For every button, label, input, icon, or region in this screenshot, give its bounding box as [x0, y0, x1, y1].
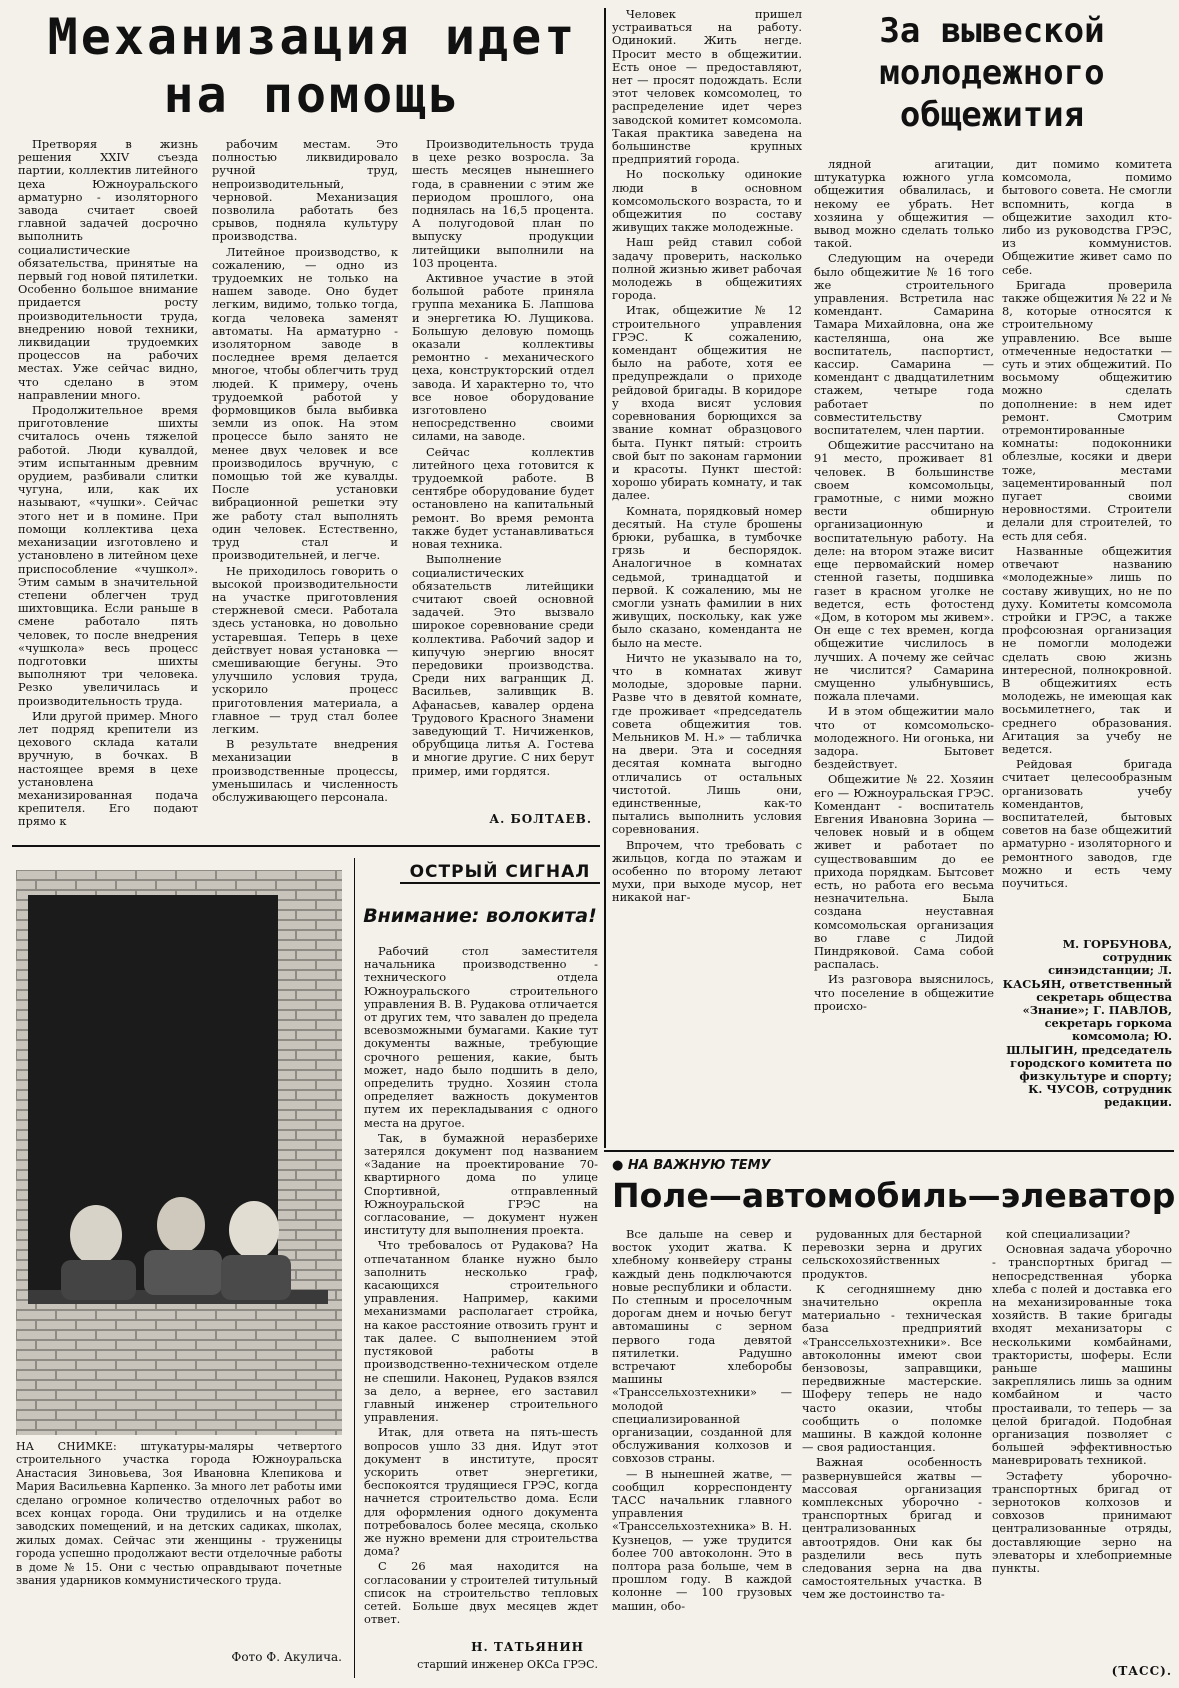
- article3-column-c: [1002, 158, 1172, 933]
- article3-paragraph: Рейдовая бригада считает целесообразным организовать учебу комендантов, воспитателей, бытовых советов на базе общежитий арматурно - изоляторного и ремонтного заводов, где можно и есть чему поучиться.: [1002, 757, 1172, 890]
- article1-signature: А. БОЛТАЕВ.: [489, 812, 592, 826]
- article3-paragraph: И в этом общежитии мало что от комсомольско-молодежного. Ни огонька, ни задора. Бытовет бездействует.: [814, 704, 994, 772]
- article3-paragraph: дит помимо комитета комсомола, помимо бытового совета. Не смогли вспомнить, когда в общежитие заходил кто-либо из руководства ГРЭС, из коммунистов. Общежитие живет само по себе.: [1002, 158, 1172, 277]
- article2-signature-role: старший инженер ОКСа ГРЭС.: [417, 1658, 598, 1671]
- photo-credit: Фото Ф. Акулича.: [231, 1650, 342, 1664]
- article1-paragraph: Не приходилось говорить о высокой производительности на участке приготовления стержневой смеси. Работала здесь установка, но довольно устаревшая. Теперь в цехе действует новая установка — смешивающие бегуны. Это улучшило условия труда, ускорило процесс приготовления материала, а главное — труд стал более легким.: [212, 563, 398, 736]
- photo-caption: [16, 1440, 342, 1645]
- article1-paragraph: Активное участие в этой большой работе приняла группа механика Б. Лапшова и энергетика Ю. Лущикова. Большую деловую помощь оказали коллективы ремонтно - механического цеха, конструкторский отдел завода. И характерно то, что все новое оборудование изготовлено непосредственно своими силами, на заводе.: [412, 271, 594, 444]
- article4-column-c: [992, 1228, 1172, 1663]
- article4-title: Поле—автомобиль—элеватор: [612, 1176, 1176, 1215]
- article3-paragraph: Следующим на очереди было общежитие № 16 того же строительного управления. Встретила нас комендант. Самарина Тамара Михайловна, она же кастелянша, она же воспитатель, паспортист, кассир. Самарина — комендант с двадцатилетним стажем, четыре года работает по совместительству воспитателем, член партии.: [814, 251, 994, 438]
- article3-title: За вывеской молодежного общежития: [879, 11, 1105, 135]
- article1-paragraph: Сейчас коллектив литейного цеха готовится к трудоемкой работе. В сентябре оборудование будет остановлено на капитальный ремонт. Во время ремонта также будет устанавливаться новая техника.: [412, 444, 594, 552]
- article1-column-3: [412, 138, 594, 798]
- article2-paragraph: Итак, для ответа на пять-шесть вопросов ушло 33 дня. Идут этот документ в институте, просят ускорить ответ энергетики, беспокоятся трудящиеся ГРЭС, когда начнется строительство дома. Если для оформления одного документа потребовалось более месяца, сколько же нужно времени для строительства дома?: [364, 1425, 598, 1559]
- article1-paragraph: Литейное производство, к сожалению, — одно из трудоемких не только на нашем заводе. Оно будет легким, видимо, только тогда, когда человека заменят автоматы. На арматурно - изоляторном заводе в последнее время делается многое, чтобы облегчить труд людей. К примеру, очень трудоемкой работой у формовщиков была выбивка земли из опок. На этом процессе было занято не менее двух человек и все производилось вручную, с помощью той же кувалды. После установки вибрационной решетки эту же работу стал выполнять один человек. Естественно, труд стал и производительней, и легче.: [212, 244, 398, 563]
- article1-paragraph: Или другой пример. Много лет подряд крепители из цехового склада катали вручную, в бочках. В настоящее время в цехе установлена механизированная подача крепителя. Его подают прямо к: [18, 708, 198, 829]
- article3-paragraph: Названные общежития отвечают названию «молодежные» лишь по составу живущих, но не по духу. Комитеты комсомола стройки и ГРЭС, а также профсоюзная организация не помогли молодежи сделать свою жизнь интересной, полнокровной. В общежитиях есть молодежь, не имеющая как восьмилетнего, так и среднего образования. Агитация за учебу не ведется.: [1002, 543, 1172, 756]
- article4-paragraph: кой специализации?: [1006, 1228, 1131, 1241]
- brick-building-illustration: [16, 870, 342, 1435]
- divider: [604, 8, 606, 1148]
- article1-title: Механизация идет на помощь: [47, 8, 578, 124]
- article4-column-b: [802, 1228, 982, 1683]
- article3-paragraph: Общежитие № 22. Хозяин его — Южноуральская ГРЭС. Комендант - воспитатель Евгения Ивановна Зорина — человек новый и в общем живет и работает по существовавшим до ее прихода порядкам. Бытсовет есть, но работа его весьма незначительна. Была создана неуставная комсомольская организация во главе с Лидой Пиндряковой. Сама собой распалась.: [814, 772, 994, 972]
- article2-paragraph: Рабочий стол заместителя начальника производственно - технического отдела Южноуральского строительного управления В. В. Рудакова отличается от других тем, что завален до предела всевозможными бумагами. Какие тут документы важные, требующие срочного решения, какие, быть может, надо было подшить в дело, определить трудно. Хозяин стола определяет важность документов путем их перекладывания с одного места на другое.: [364, 945, 598, 1130]
- article4-paragraph: Основная задача уборочно - транспортных бригад — непосредственная уборка хлеба с полей и доставка его на механизированные тока хозяйств. В такие бригады входят механизаторы с несколькими комбайнами, трактористы, шоферы. Если раньше машины закреплялись лишь за одним комбайном и часто простаивали, то теперь — за целой бригадой. Подобная организация позволяет с большей эффективностью маневрировать техникой.: [992, 1242, 1172, 1468]
- article2-paragraph: Так, в бумажной неразберихе затерялся документ под названием «Задание на проектирование 70-квартирного дома по улице Спортивной, отправленный Южноуральской ГРЭС на согласование, — документ нужен институту для выполнения проекта.: [364, 1130, 598, 1238]
- divider: [12, 845, 600, 847]
- article1-paragraph: Продолжительное время приготовление шихты считалось очень тяжелой работой. Люди кувалдой, этим испытанным древним орудием, разбивали слитки чугуна, или, как их называют, «чушки». Сейчас этого нет и в помине. При помощи коллектива цеха механизации изготовлено и установлено в литейном цехе приспособление «чушкол». Этим самым в значительной степени облегчен труд шихтовщика. Если раньше в смене работало пять человек, то после внедрения «чушкола» весь процесс подготовки шихты выполняют три человека. Резко увеличилась и производительность труда.: [18, 403, 198, 708]
- article2-paragraph: Что требовалось от Рудакова? На отпечатанном бланке нужно было заполнить несколько граф, касающихся строительного управления. Например, какими механизмами располагает стройка, на какое расстояние отвозить грунт и так далее. С выполнением этой пустяковой работы в производственно-техническом отделе не спешили. Наконец, Рудаков взялся за дело, а вернее, его заставил главный инженер строительного управления.: [364, 1238, 598, 1425]
- article3-paragraph: Человек пришел устраиваться на работу. Одинокий. Жить негде. Просит место в общежитии. Есть оное — предоставляют, нет — просят подождать. Если этот человек комсомолец, то распределение идет через заводской комитет комсомола. Такая практика заведена на большинстве крупных предприятий города.: [612, 8, 802, 167]
- article1-paragraph: Претворяя в жизнь решения XXIV съезда партии, коллектив литейного цеха Южноуральского арматурно - изоляторного завода считает своей главной задачей досрочно выполнить социалистические обязательства, принятые на первый год новой пятилетки. Особенно большое внимание придается росту производительности труда, внедрению новой техники, ликвидации трудоемких процессов на рабочих местах. Уже сейчас видно, что сделано в этом направлении много.: [18, 138, 198, 402]
- article4-paragraph: рудованных для бестарной перевозки зерна и других сельскохозяйственных продуктов.: [802, 1228, 982, 1281]
- article3-paragraph: Бригада проверила также общежития № 22 и № 8, которые относятся к строительному управлению. Все выше отмеченные недостатки — суть и этих общежитий. По восьмому общежитию можно сделать дополнение: в нем идет ремонт. Смотрим отремонтированные комнаты: подоконники облезлые, косяки и двери тоже, местами зацементированный пол пугает своими неровностями. Строители делали для строителей, то есть для себя.: [1002, 277, 1172, 543]
- workers-photo: [16, 870, 342, 1435]
- article1-column-2: [212, 138, 398, 833]
- article1-paragraph: В результате внедрения механизации в производственные процессы, уменьшилась и численность обслуживающего персонала.: [212, 737, 398, 804]
- article2-body: [364, 945, 598, 1635]
- article1-paragraph: Производительность труда в цехе резко возросла. За шесть месяцев нынешнего года, в сравнении с этим же периодом прошлого, она поднялась на 16,5 процента. А полугодовой план по выпуску продукции литейщики выполнили на 103 процента.: [412, 138, 594, 270]
- article4-paragraph: Все дальше на север и восток уходит жатва. К хлебному конвейеру страны каждый день подключаются новые республики и области. По степным и проселочным дорогам днем и ночью бегут автомашины с зерном первого года девятой пятилетки. Радушно встречают хлеборобы машины «Транссельхозтехники» — молодой специализированной организации, созданной для обслуживания колхозов и совхозов страны.: [612, 1228, 792, 1466]
- article3-paragraph: Итак, общежитие № 12 строительного управления ГРЭС. К сожалению, комендант общежития не было на работе, хотя ее предупреждали о приходе рейдовой бригады. В коридоре у входа висят условия соревнования борющихся за звание комнат образцового быта. Пункт пятый: строить свой быт по законам гармонии и красоты. Пункт шестой: хорошо убирать комнату, и так далее.: [612, 303, 802, 503]
- article3-paragraph: Но поскольку одинокие люди в основном комсомольского возраста, то и общежития по составу живущих также молодежные.: [612, 167, 802, 235]
- article3-paragraph: Наш рейд ставил собой задачу проверить, насколько полной жизнью живет рабочая молодежь в общежитиях города.: [612, 235, 802, 303]
- article3-column-a: [612, 8, 802, 1143]
- divider: [354, 858, 355, 1678]
- article3-paragraph: Из разговора выяснилось, что поселение в общежитие происхо-: [814, 972, 994, 1013]
- article3-signature-text: М. ГОРБУНОВА, сотрудник синэидстанции; Л. КАСЬЯН, ответственный секретарь общества «Знание»; Г. ПАВЛОВ, секретарь горкома комсомола; Ю. ШЛЫГИН, председатель городского комитета по физкультуре и спорту; К. ЧУСОВ, сотрудник редакции.: [1002, 938, 1172, 1110]
- article3-paragraph: Общежитие рассчитано на 91 место, проживает 81 человек. В большинстве своем комсомольцы, грамотные, с ними можно вести обширную организационную и воспитательную работу. На деле: на втором этаже висит еще первомайский номер стенной газеты, подшивка газет в красном уголке не ведется, есть фотостенд «Дом, в котором мы живем». Он еще с тех времен, когда общежитие числилось в лучших. А почему же сейчас не числится? Самарина смущенно улыбнувшись, пожала плечами.: [814, 438, 994, 704]
- article4-signature: (ТАСС).: [1111, 1664, 1172, 1678]
- article3-signature: [1002, 938, 1172, 1143]
- article3-paragraph: Комната, порядковый номер десятый. На стуле брошены брюки, рубашка, в тумбочке грязь и беспорядок. Аналогичное в комнатах седьмой, тринадцатой и первой. К сожалению, мы не смогли узнать фамилии в них живущих, поскольку, как уже было сказано, коменданта не было на месте.: [612, 503, 802, 650]
- article3-column-b: [814, 158, 994, 1143]
- article4-paragraph: Эстафету уборочно-транспортных бригад от зернотоков колхозов и совхозов принимают централизованные отряды, доставляющие зерно на элеваторы и хлебоприемные пункты.: [992, 1468, 1172, 1576]
- article3-paragraph: Ничто не указывало на то, что в комнатах живут молодые, здоровые парни. Разве что в девятой комнате, где проживает «председатель совета общежития тов. Мельников М. Н.» — табличка на двери. Эта и соседняя десятая комната выгодно отличались от остальных чистотой. Лишь они, единственные, как-то пытались выполнить условия соревнования.: [612, 650, 802, 837]
- article4-column-a: [612, 1228, 792, 1683]
- article4-rubric: ● НА ВАЖНУЮ ТЕМУ: [612, 1158, 771, 1173]
- article4-paragraph: — В нынешней жатве, — сообщил корреспонденту ТАСС начальник главного управления «Транссельхозтехника» В. Н. Кузнецов, — уже трудится более 700 автоколонн. Это в полтора раза больше, чем в прошлом году. В каждой колонне — 100 грузовых машин, обо-: [612, 1466, 792, 1613]
- article3-paragraph: лядной агитации, штукатурка южного угла общежития обвалилась, и некому ее убрать. Нет хозяина у общежития — вывод можно сделать только такой.: [814, 158, 994, 251]
- article3-paragraph: Впрочем, что требовать с жильцов, когда по этажам и особенно по второму летают мухи, при выходе мусор, нет никакой наг-: [612, 837, 802, 905]
- article1-paragraph: Выполнение социалистических обязательств литейщики считают своей основной задачей. Это вызвало широкое соревнование среди коллектива. Рабочий задор и кипучую энергию вносят передовики производства. Среди них вагранщик Д. Васильев, заливщик В. Афанасьев, кавалер ордена Трудового Красного Знамени заведующий Т. Ничиженков, обрубщица литья А. Гостева и многие другие. С них берут пример, ими гордятся.: [412, 552, 594, 778]
- article2-signature: Н. ТАТЬЯНИН: [471, 1640, 584, 1654]
- article4-paragraph: К сегодняшнему дню значительно окрепла материально - техническая база предприятий «Транссельхозтехники». Все автоколонны имеют свои бензовозы, заправщики, передвижные мастерские. Шоферу теперь не надо часто оказии, чтобы сообщить о поломке машины. В каждой колонне — своя радиостанция.: [802, 1281, 982, 1455]
- article1-paragraph: рабочим местам. Это полностью ликвидировало ручной труд, непроизводительный, черновой. Механизация позволила работать без срывов, подняла культуру производства.: [212, 138, 398, 244]
- divider: [604, 1150, 1174, 1152]
- article2-title: Внимание: волокита!: [363, 905, 597, 927]
- article2-paragraph: С 26 мая находится на согласовании у строителей титульный список на строительство тепловых сетей. Больше двух месяцев ждет ответ.: [364, 1559, 598, 1627]
- article1-column-1: [18, 138, 198, 833]
- article4-paragraph: Важная особенность развернувшейся жатвы — массовая организация комплексных уборочно - транспортных бригад и централизованных автоотрядов. Они как бы разделили весь путь следования зерна на два самостоятельных участка. В чем же достоинство та-: [802, 1455, 982, 1602]
- article2-rubric: ОСТРЫЙ СИГНАЛ: [400, 862, 600, 884]
- photo-caption-text: НА СНИМКЕ: штукатуры-маляры четвертого строительного участка города Южноуральска Анастасия Зиновьева, Зоя Ивановна Клепикова и Мария Васильевна Карпенко. За много лет работы ими сделано огромное количество отделочных работ во всех концах города. Они трудились и на отделке заводских помещений, и на детских садиках, школах, жилых домах. Сейчас эти женщины - труженицы города успешно продолжают вести отделочные работы в доме № 15. Они с честью оправдывают почетные звания ударников коммунистического труда.: [16, 1440, 342, 1588]
